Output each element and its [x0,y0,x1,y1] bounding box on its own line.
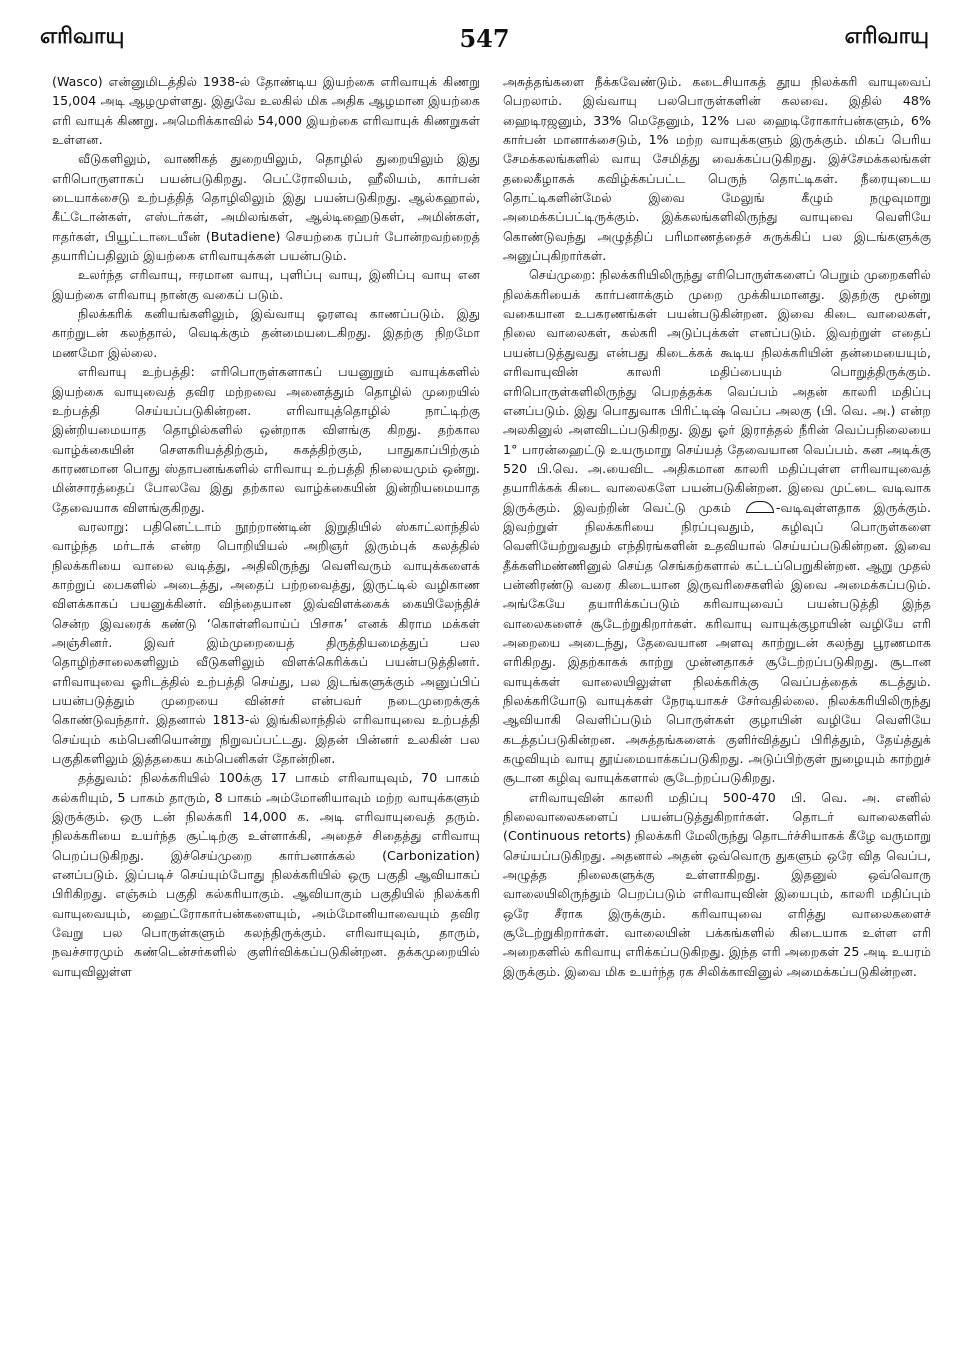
running-head-left: எரிவாயு [40,24,125,49]
paragraph: எரிவாயு உற்பத்தி: எரிபொருள்களாகப் பயனுறும் வாயுக்களில் இயற்கை வாயுவைத் தவிர மற்றவை அனைத்தும் தொழில் முறையில் உற்பத்தி செய்யப்படுகின்றன. எரிவாயுத்தொழில் நாட்டிற்கு இன்றியமையாத தொழில்களில் ஒன்றாக விளங்கு கிறது. தற்கால வாழ்க்கையின் சௌகரியத்திற்கும், சுகத்திற்கும், பாதுகாப்பிற்கும் காரணமான பொது ஸ்தாபனங்களில் எரிவாயு உற்பத்தி நிலையமும் ஒன்று. மின்சாரத்தைப் போலவே இது தற்கால வாழ்க்கையின் இன்றியமையாத தேவையாக விளங்குகிறது. [52,364,480,515]
left-column [52,72,480,981]
right-column [503,72,931,981]
paragraph: எரிவாயுவின் காலரி மதிப்பு 500-470 பி. வெ. அ. எனில் நிலைவாலைகளைப் பயன்படுத்துகிறார்கள். தொடர் வாலைகளில் (Continuous retorts) நிலக்கரி மேலிருந்து தொடர்ச்சியாகக் கீழே வருமாறு செய்யப்படுகிறது. அதனால் அதன் ஒவ்வொரு துகளும் ஒரே வித வெப்ப, அழுத்த நிலைகளுக்கு உள்ளாகிறது. இதனுல் ஒவ்வொரு வாலையிலிருந்தும் பெறப்படும் எரிவாயுவின் இயைபும், காலரி மதிப்பும் ஒரே சீராக இருக்கும். கரிவாயுவை எரித்து வாலைகளைச் சூடேற்றுகிறார்கள். வாலையின் பக்கங்களில் கிடையாக உள்ள எரி அறைகளில் கரிவாயு எரிக்கப்படுகிறது. இந்த எரி அறைகள் 25 அடி உயரம் இருக்கும். இவை மிக உயர்ந்த ரக சிலிக்காவினுல் அமைக்கப்படுகின்றன. [503,789,931,979]
dome-shape-icon [746,501,774,513]
page-number: 547 [459,23,510,53]
paragraph: வரலாறு: பதினெட்டாம் நூற்றாண்டின் இறுதியில் ஸ்காட்லாந்தில் வாழ்ந்த மர்டாக் என்ற பொறியியல் அறிஞர் இரும்புக் கலத்தில் நிலக்கரியை வாலை வடித்து, அதிலிருந்து வெளிவரும் வாயுக்களைக் காற்றுப் பைகளில் அடைத்து, அதைப் பற்றவைத்து, இருட்டில் வழிகாண விளக்காகப் பயனுக்கினர். விந்தையான இவ்விளக்கைக் கையிலேந்திச் சென்ற இவரைக் கண்டு ‘கொள்ளிவாய்ப் பிசாசு’ எனக் கிராம மக்கள் அஞ்சினர். இவர் இம்முறையைத் திருத்தியமைத்துப் பல தொழிற்சாலைகளிலும் வீடுகளிலும் விளக்கெரிக்கப் பயன்படுத்தினர். எரிவாயுவை ஓரிடத்தில் உற்பத்தி செய்து, பல இடங்களுக்கும் அனுப்பிப் பயன்படுத்தும் முறையை வின்சர் என்பவர் நடைமுறைக்குக் கொண்டுவந்தார். இதனால் 1813-ல் இங்கிலாந்தில் எரிவாயுவை உற்பத்தி செய்யும் கம்பெனியொன்று நிறுவப்பட்டது. இதன் பின்னர் உலகின் பல பகுதிகளிலும் இத்தகைய கம்பெனிகள் தோன்றின. [52,518,480,767]
paragraph: வீடுகளிலும், வாணிகத் துறையிலும், தொழில் துறையிலும் இது எரிபொருளாகப் பயன்படுகிறது. பெட்ரோலியம், ஹீலியம், கார்பன் டையாக்சைடு உற்பத்தித் தொழிலிலும் இது பயன்படுகிறது. ஆல்கஹால், கீட்டோன்கள், எஸ்டர்கள், அமிலங்கள், ஆல்டிஹைடுகள், அமின்கள், ஈதர்கள், பியூட்டாடையீன் (Butadiene) செயற்கை ரப்பர் போன்றவற்றைத் தயாரிப்பதிலும் இயற்கை எரிவாயுக்கள் பயன்படும். [52,151,480,264]
paragraph: உலர்ந்த எரிவாயு, ஈரமான வாயு, புளிப்பு வாயு, இனிப்பு வாயு என இயற்கை எரிவாயு நான்கு வகைப் படும். [52,267,480,302]
paragraph-with-dome-figure: செய்முறை: நிலக்கரியிலிருந்து எரிபொருள்களைப் பெறும் முறைகளில் நிலக்கரியைக் கார்பனாக்கும் முறை முக்கியமானது. இதற்கு மூன்று வகையான உபகரணங்கள் பயன்படுகின்றன. இவை கிடை வாலைகள், நிலை வாலைகள், கல்கரி அடுப்புக்கள் எனப்படும். இவற்றுள் எதைப் பயன்படுத்துவது என்பது கிடைக்கக் கூடிய நிலக்கரியின் தன்மையையும், எரிவாயுவின் காலரி மதிப்பையும் பொறுத்திருக்கும். எரிபொருள்களிலிருந்து பெறத்தக்க வெப்பம் அதன் காலரி மதிப்பு எனப்படும். இது பொதுவாக பிரிட்டிஷ் வெப்ப அலகு (பி. வெ. அ.) என்ற அலகினுல் அளவிடப்படுகிறது. இது ஓர் இராத்தல் நீரின் வெப்பநிலையை 1° பாரன்ஹைட்டு உயருமாறு செய்யத் தேவையான வெப்பம். கன அடிக்கு 520 பி.வெ. அ.யைவிட அதிகமான காலரி மதிப்புள்ள எரிவாயுவைத் தயாரிக்கக் கிடை வாலைகளே பயன்படுகின்றன. இவை முட்டை வடிவாக இருக்கும். இவற்றின் வெட்டு முகம் -வடிவுள்ளதாக இருக்கும். இவற்றுள் நிலக்கரியை நிரப்புவதும், கழிவுப் பொருள்களை வெளியேற்றுவதும் எந்திரங்களின் உதவியால் செய்யப்படுகின்றன. இவை தீக்களிமண்ணினுல் செய்த செங்கற்களால் கட்டப்பெறுகின்றன. ஆறு முதல் பன்னிரண்டு வரை கிடையான இருவரிசைகளில் இவை அமைக்கப்படும். அங்கேயே தயாரிக்கப்படும் கரிவாயுவைப் பயன்படுத்தி இந்த வாலைகளைச் சூடேற்றுகிறார்கள். கரிவாயு வாயுக்குழாயின் வழியே எரி அறையை அடைந்து, தேவையான அளவு காற்றுடன் கலந்து பூரணமாக எரிகிறது. இதற்காகக் காற்று முன்னதாகச் சூடேற்றப்படுகிறது. சூடான வாயுக்கள் வாலையிலுள்ள நிலக்கரிக்கு வெப்பத்தைக் கடத்தும். நிலக்கரியோடு வாயுக்கள் நேரடியாகச் சேர்வதில்லை. நிலக்கரியிலிருந்து ஆவியாகி வெளிப்படும் பொருள்கள் குழாயின் வழியே வெளியே கடத்தப்படுகின்றன. அசுத்தங்களைக் குளிர்வித்துப் பிரித்தும், தேய்த்துக் கழுவியும் வாயு தூய்மையாக்கப்படுகிறது. அடுப்பிற்குள் நுழையும் காற்றுச் சூடான கழிவு வாயுக்களால் சூடேற்றப்படுகிறது. [503,267,931,786]
running-head-right: எரிவாயு [844,24,929,49]
paragraph: (Wasco) என்னுமிடத்தில் 1938-ல் தோண்டிய இயற்கை எரிவாயுக் கிணறு 15,004 அடி ஆழமுள்ளது. இதுவே உலகில் மிக அதிக ஆழமான இயற்கை எரி வாயுக் கிணறு. அமெரிக்காவில் 54,000 இயற்கை எரிவாயுக் கிணறுகள் உள்ளன. [52,74,480,148]
paragraph: அசுத்தங்களை நீக்கவேண்டும். கடைசியாகத் தூய நிலக்கரி வாயுவைப் பெறலாம். இவ்வாயு பலபொருள்களின் கலவை. இதில் 48% ஹைடிரஜனும், 33% மெதேனும், 12% பல ஹைடிரோகார்பன்களும், 6% கார்பன் மானாக்சைடும், 1% மற்ற வாயுக்களும் இருக்கும். மிகப் பெரிய சேமக்கலங்களில் வாயு சேமித்து வைக்கப்படுகிறது. இச்சேமக்கலங்கள் தலைகீழாகக் கவிழ்க்கப்பட்ட பெருந் தொட்டிகள். நீரையுடைய தொட்டிகளின்மேல் இவை மேலுங் கீழும் நழுவுமாறு அமைக்கப்பட்டிருக்கும். இக்கலங்களிலிருந்து வாயுவை வெளியே கொண்டுவந்து அழுத்திப் பரிமாணத்தைச் சுருக்கிப் பல இடங்களுக்கு அனுப்புகிறார்கள். [503,74,931,264]
paragraph: தத்துவம்: நிலக்கரியில் 100க்கு 17 பாகம் எரிவாயுவும், 70 பாகம் கல்கரியும், 5 பாகம் தாரும், 8 பாகம் அம்மோனியாவும் மற்ற வாயுக்களும் இருக்கும். ஒரு டன் நிலக்கரி 14,000 க. அடி எரிவாயுவைத் தரும். நிலக்கரியை உயர்ந்த சூட்டிற்கு உள்ளாக்கி, அதைச் சிதைத்து எரிவாயு பெறப்படுகிறது. இச்செய்முறை கார்பனாக்கல் (Carbonization) எனப்படும். இப்படிச் செய்யும்போது நிலக்கரியில் ஒரு பகுதி ஆவியாகப் பிரிகிறது. எஞ்சும் பகுதி கல்கரியாகும். ஆவியாகும் பகுதியில் நிலக்கரி வாயுவையும், ஹைட்ரோகார்பன்களையும், அம்மோனியாவையும் தவிர வேறு பல பொருள்களும் கலந்திருக்கும். எரிவாயுவும், தாரும், நவச்சாரமும் கண்டென்சர்களில் குளிர்விக்கப்படுகின்றன. தக்கமுறையில் வாயுவிலுள்ள [52,770,480,979]
paragraph: நிலக்கரிக் கனியங்களிலும், இவ்வாயு ஓரளவு காணப்படும். இது காற்றுடன் கலந்தால், வெடிக்கும் தன்மையடைகிறது. இதற்கு நிறமோ மணமோ இல்லை. [52,306,480,360]
page-header [40,20,929,56]
